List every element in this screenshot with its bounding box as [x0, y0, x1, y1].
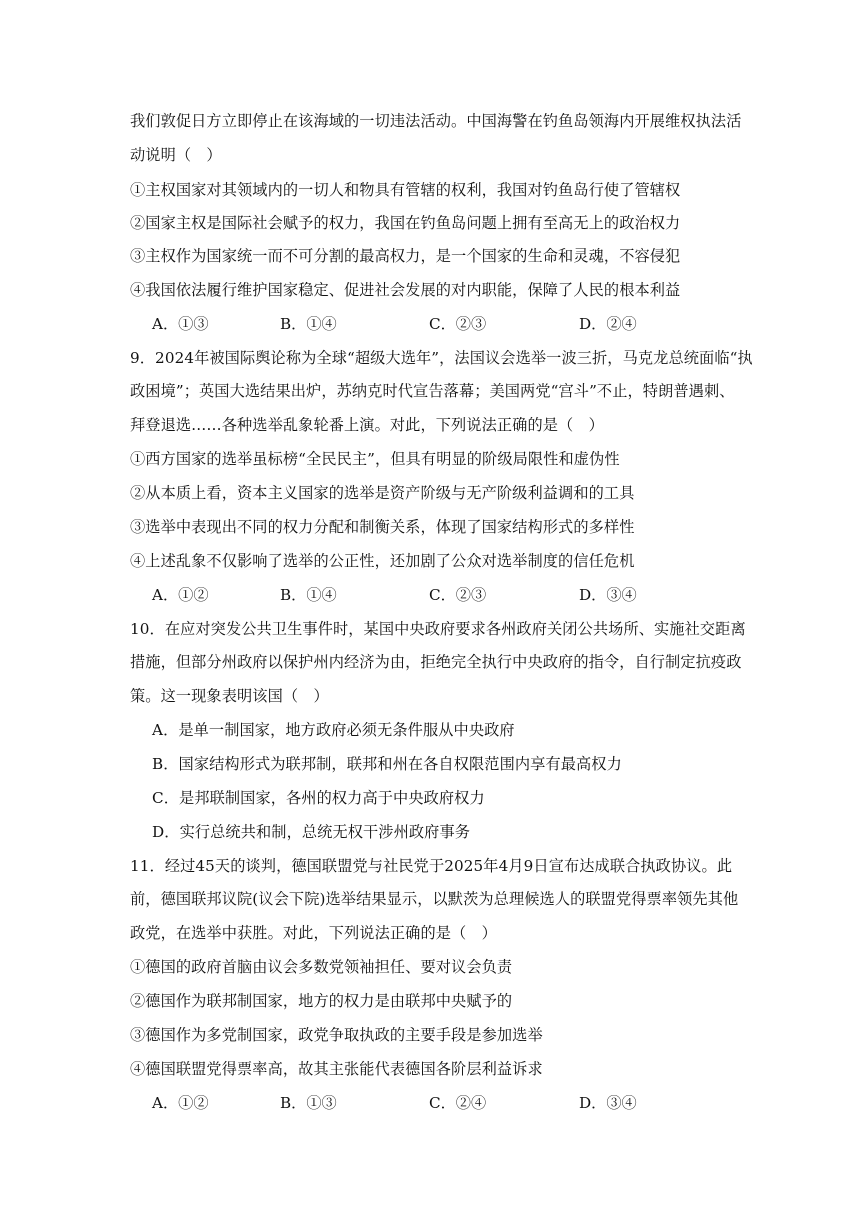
q8-stem-line-2: 动说明（ ） — [130, 146, 222, 164]
q11-option-d[interactable]: D．③④ — [579, 1094, 637, 1112]
q8-statement-1: ①主权国家对其领域内的一切人和物具有管辖的权利，我国对钓鱼岛行使了管辖权 — [130, 181, 681, 199]
q9-option-c[interactable]: C．②③ — [429, 586, 487, 604]
q9-stem-line-1: 9．2024年被国际舆论称为全球“超级大选年”，法国议会选举一波三折，马克龙总统面临“执 — [130, 349, 753, 367]
q11-stem-line-1: 11．经过45天的谈判，德国联盟党与社民党于2025年4月9日宣布达成联合执政协议。此 — [130, 857, 733, 875]
q10-choice-b[interactable]: B．国家结构形式为联邦制，联邦和州在各自权限范围内享有最高权力 — [152, 755, 622, 773]
q11-statement-3: ③德国作为多党制国家，政党争取执政的主要手段是参加选举 — [130, 1026, 543, 1044]
q8-statement-4: ④我国依法履行维护国家稳定、促进社会发展的对内职能，保障了人民的根本利益 — [130, 281, 681, 299]
q8-option-d[interactable]: D．②④ — [579, 315, 637, 333]
q10-choice-a[interactable]: A．是单一制国家，地方政府必须无条件服从中央政府 — [152, 721, 515, 739]
q9-option-d[interactable]: D．③④ — [579, 586, 637, 604]
q9-statement-3: ③选举中表现出不同的权力分配和制衡关系，体现了国家结构形式的多样性 — [130, 518, 635, 536]
q11-option-c[interactable]: C．②④ — [429, 1094, 487, 1112]
q9-option-b[interactable]: B．①④ — [280, 586, 337, 604]
q9-stem-line-2: 政困境”；英国大选结果出炉，苏纳克时代宣告落幕；美国两党“宫斗”不止，特朗普遇刺、 — [130, 382, 735, 400]
q9-options — [152, 585, 752, 605]
q9-statement-2: ②从本质上看，资本主义国家的选举是资产阶级与无产阶级利益调和的工具 — [130, 484, 635, 502]
q8-statement-3: ③主权作为国家统一而不可分割的最高权力，是一个国家的生命和灵魂，不容侵犯 — [130, 247, 681, 265]
q11-options — [152, 1093, 752, 1113]
q11-option-b[interactable]: B．①③ — [280, 1094, 337, 1112]
q11-option-a[interactable]: A．①② — [152, 1094, 209, 1112]
q10-stem-line-2: 措施，但部分州政府以保护州内经济为由，拒绝完全执行中央政府的指令，自行制定抗疫政 — [130, 653, 742, 671]
q11-statement-2: ②德国作为联邦制国家，地方的权力是由联邦中央赋予的 — [130, 992, 513, 1010]
q11-statement-1: ①德国的政府首脑由议会多数党领袖担任、要对议会负责 — [130, 958, 513, 976]
q9-statement-1: ①西方国家的选举虽标榜“全民民主”，但具有明显的阶级局限性和虚伪性 — [130, 450, 620, 468]
q11-statement-4: ④德国联盟党得票率高，故其主张能代表德国各阶层利益诉求 — [130, 1060, 543, 1078]
q8-options — [152, 314, 752, 334]
q8-statement-2: ②国家主权是国际社会赋予的权力，我国在钓鱼岛问题上拥有至高无上的政治权力 — [130, 214, 681, 232]
q11-stem-line-3: 政党，在选举中获胜。对此，下列说法正确的是（ ） — [130, 924, 497, 942]
q9-stem-line-3: 拜登退选……各种选举乱象轮番上演。对此，下列说法正确的是（ ） — [130, 416, 604, 434]
q10-choice-d[interactable]: D．实行总统共和制，总统无权干涉州政府事务 — [152, 823, 471, 841]
q9-option-a[interactable]: A．①② — [152, 586, 209, 604]
q11-stem-line-2: 前，德国联邦议院(议会下院)选举结果显示，以默茨为总理候选人的联盟党得票率领先其他 — [130, 890, 739, 908]
q9-statement-4: ④上述乱象不仅影响了选举的公正性，还加剧了公众对选举制度的信任危机 — [130, 552, 635, 570]
q8-stem-line-1: 我们敦促日方立即停止在该海域的一切违法活动。中国海警在钓鱼岛领海内开展维权执法活 — [130, 112, 742, 130]
q10-choice-c[interactable]: C．是邦联制国家，各州的权力高于中央政府权力 — [152, 789, 485, 807]
q8-option-a[interactable]: A．①③ — [152, 315, 209, 333]
q8-option-c[interactable]: C．②③ — [429, 315, 487, 333]
q10-stem-line-1: 10．在应对突发公共卫生事件时，某国中央政府要求各州政府关闭公共场所、实施社交距离 — [130, 620, 746, 638]
q8-option-b[interactable]: B．①④ — [280, 315, 337, 333]
q10-stem-line-3: 策。这一现象表明该国（ ） — [130, 687, 329, 705]
